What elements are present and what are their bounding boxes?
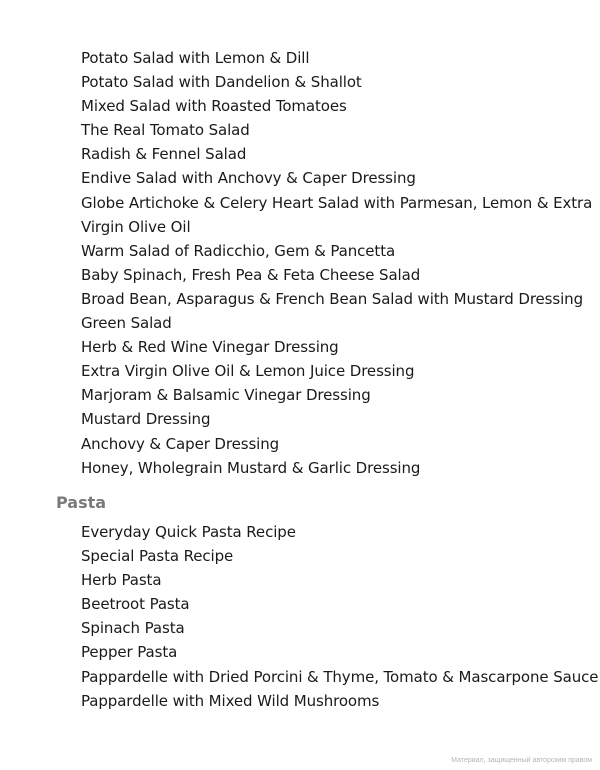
- list-item[interactable]: Beetroot Pasta: [81, 595, 190, 614]
- list-item[interactable]: Potato Salad with Dandelion & Shallot: [81, 73, 362, 92]
- list-item[interactable]: Spinach Pasta: [81, 619, 185, 638]
- list-item[interactable]: Globe Artichoke & Celery Heart Salad with Parmesan, Lemon & Extra: [81, 193, 593, 212]
- list-item[interactable]: Warm Salad of Radicchio, Gem & Pancetta: [81, 241, 396, 260]
- list-item[interactable]: Pappardelle with Mixed Wild Mushrooms: [81, 691, 380, 710]
- list-item[interactable]: Radish & Fennel Salad: [81, 145, 247, 164]
- copyright-watermark: Материал, защищенный авторским правом: [451, 757, 592, 764]
- list-item[interactable]: Marjoram & Balsamic Vinegar Dressing: [81, 386, 371, 405]
- list-item[interactable]: The Real Tomato Salad: [81, 121, 250, 140]
- list-item[interactable]: Virgin Olive Oil: [81, 217, 191, 236]
- list-item[interactable]: Extra Virgin Olive Oil & Lemon Juice Dressing: [81, 362, 415, 381]
- list-item[interactable]: Herb & Red Wine Vinegar Dressing: [81, 338, 339, 357]
- list-item[interactable]: Mustard Dressing: [81, 410, 211, 429]
- list-item[interactable]: Pappardelle with Dried Porcini & Thyme, Tomato & Mascarpone Sauce: [81, 667, 599, 686]
- list-item[interactable]: Green Salad: [81, 314, 172, 333]
- list-item[interactable]: Honey, Wholegrain Mustard & Garlic Dressing: [81, 458, 421, 477]
- list-item[interactable]: Baby Spinach, Fresh Pea & Feta Cheese Salad: [81, 265, 421, 284]
- list-item[interactable]: Everyday Quick Pasta Recipe: [81, 523, 296, 541]
- list-item[interactable]: Pepper Pasta: [81, 643, 178, 662]
- list-item[interactable]: Special Pasta Recipe: [81, 547, 234, 566]
- list-item[interactable]: Potato Salad with Lemon & Dill: [81, 49, 310, 67]
- salad-recipe-list: [81, 46, 592, 480]
- list-item[interactable]: Herb Pasta: [81, 571, 162, 590]
- list-item[interactable]: Broad Bean, Asparagus & French Bean Salad with Mustard Dressing: [81, 289, 584, 308]
- list-item[interactable]: Endive Salad with Anchovy & Caper Dressing: [81, 169, 416, 188]
- section-heading-pasta: Pasta: [56, 493, 107, 512]
- list-item[interactable]: Anchovy & Caper Dressing: [81, 434, 280, 453]
- list-item[interactable]: Mixed Salad with Roasted Tomatoes: [81, 97, 347, 116]
- pasta-recipe-list: [81, 520, 598, 713]
